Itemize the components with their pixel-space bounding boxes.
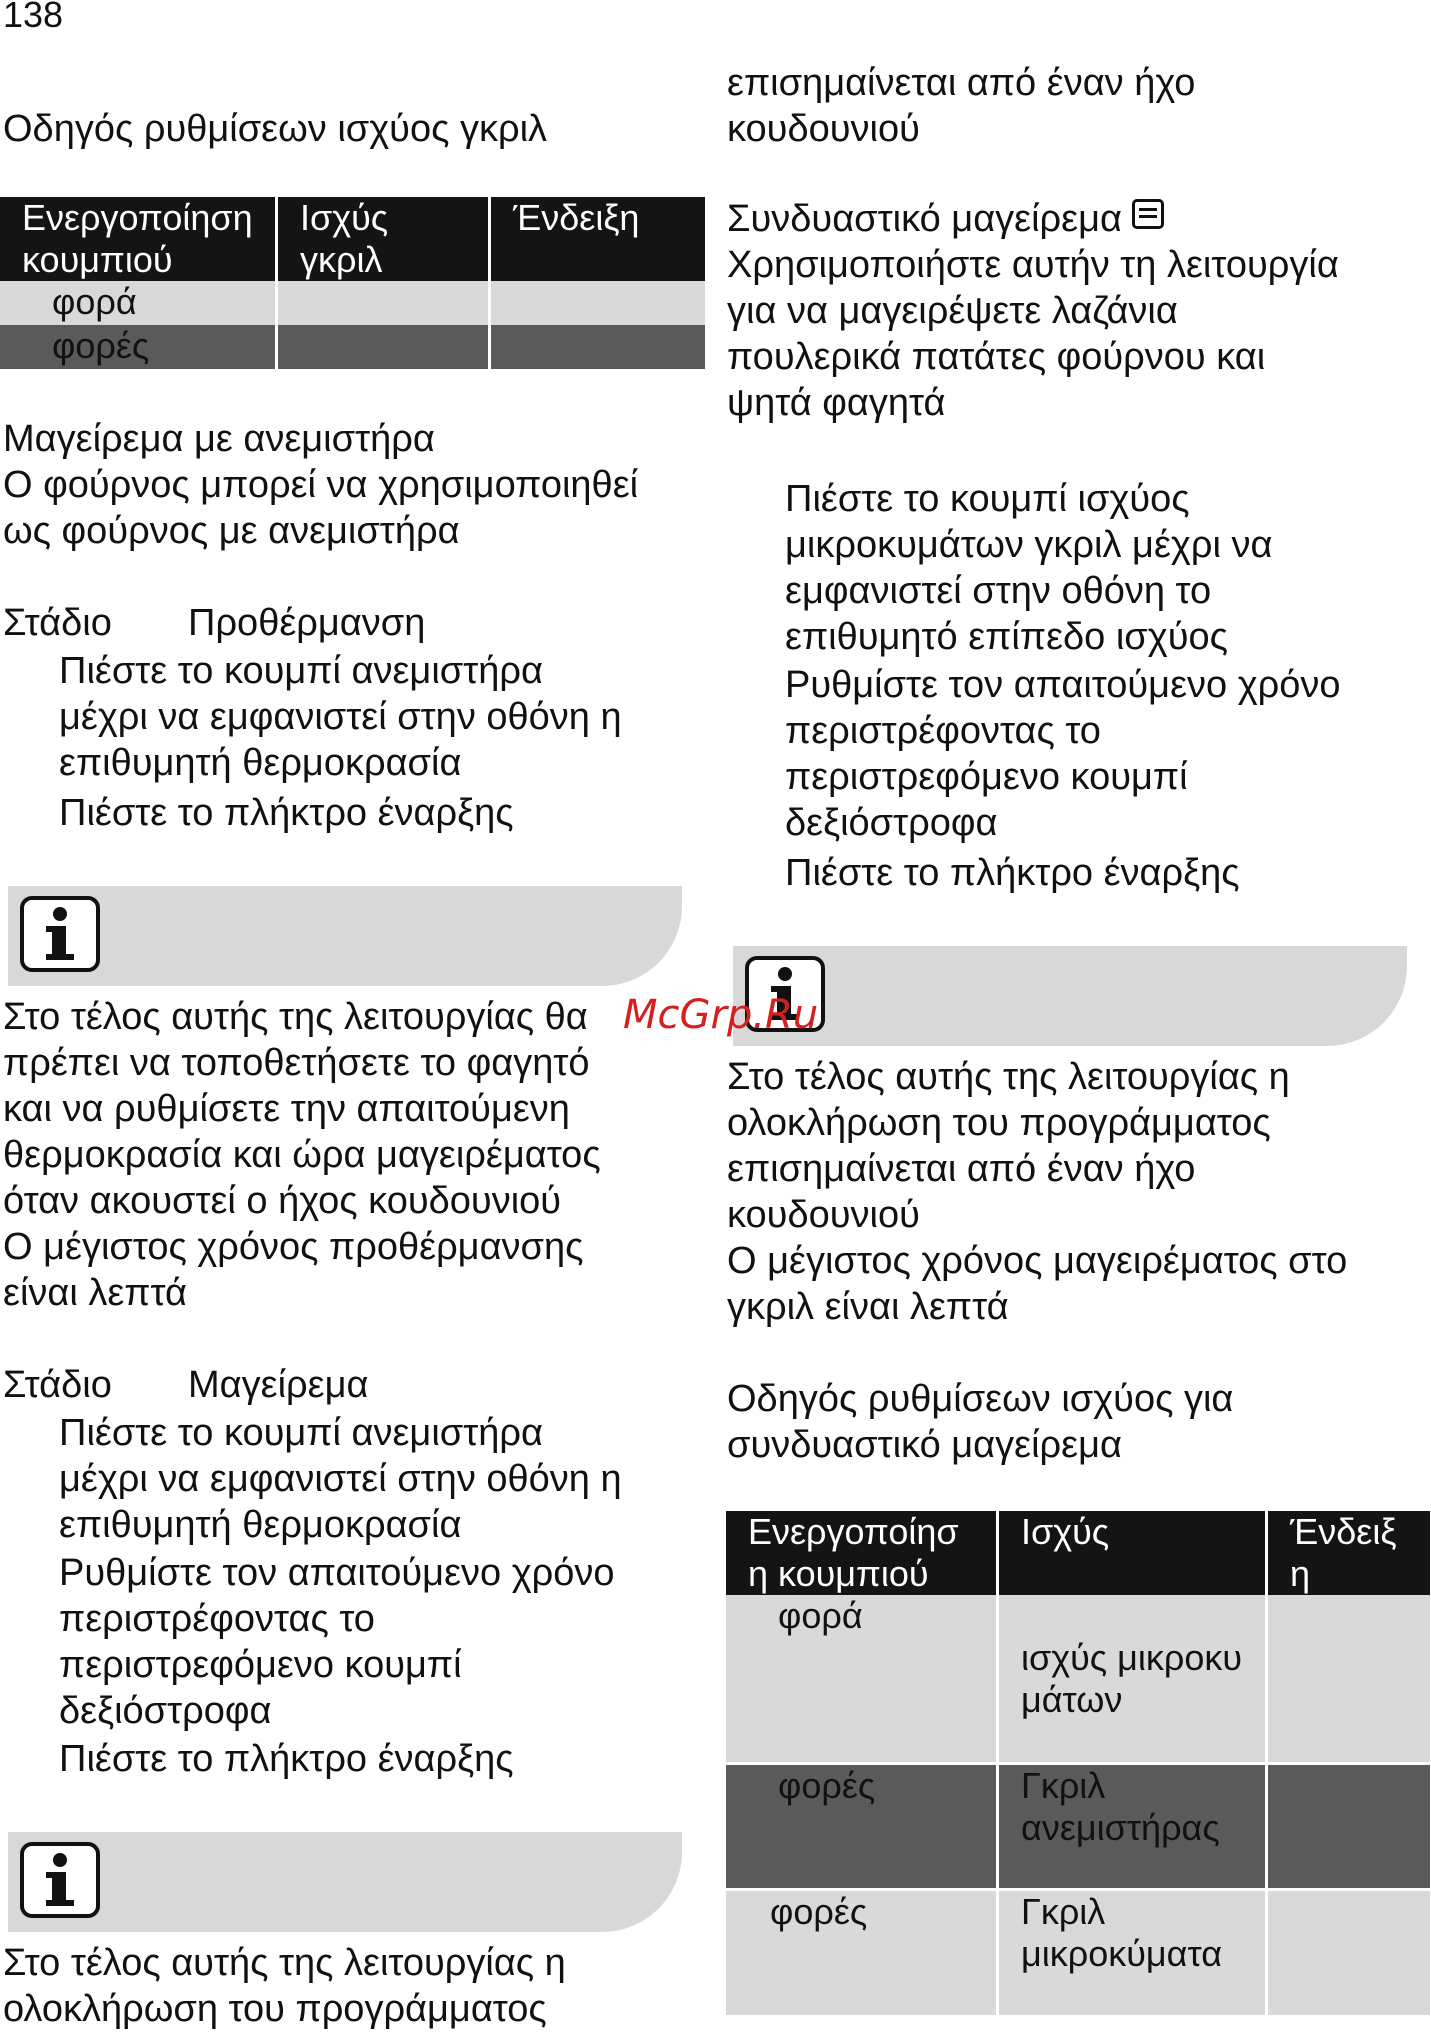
note-line: όταν ακουστεί ο ήχος κουδουνιού xyxy=(3,1180,562,1222)
note-line: Στο τέλος αυτής της λειτουργίας θα xyxy=(3,996,588,1038)
step-line: περιστρέφοντας το xyxy=(785,710,1101,752)
table-header-cell: Ισχύς xyxy=(998,1511,1267,1595)
step-line: περιστρεφόμενο κουμπί xyxy=(59,1644,462,1686)
info-banner xyxy=(733,946,1407,1046)
note-line: Στο τέλος αυτής της λειτουργίας η xyxy=(727,1056,1290,1098)
step-line: Ρυθμίστε τον απαιτούμενο χρόνο xyxy=(785,664,1341,706)
step-line: δεξιόστροφα xyxy=(59,1690,272,1732)
note-line: και να ρυθμίσετε την απαιτούμενη xyxy=(3,1088,570,1130)
combo-intro-line: για να μαγειρέψετε λαζάνια xyxy=(727,290,1178,332)
table-header-cell: Ενεργοποίηση κουμπιού xyxy=(0,197,277,281)
table-row xyxy=(726,1595,1430,1763)
combo-table-title: συνδυαστικό μαγείρεμα xyxy=(727,1424,1122,1466)
info-icon xyxy=(20,896,100,972)
note-line: επισημαίνεται από έναν ήχο xyxy=(727,1148,1196,1190)
grill-power-table xyxy=(0,197,705,369)
table-cell xyxy=(1267,1889,1431,2015)
step-line: περιστρεφόμενο κουμπί xyxy=(785,756,1188,798)
info-banner xyxy=(8,886,682,986)
table-cell: Γκριλ μικροκύματα xyxy=(998,1889,1267,2015)
step-line: Πιέστε το πλήκτρο έναρξης xyxy=(59,1738,514,1780)
step-line: Πιέστε το πλήκτρο έναρξης xyxy=(785,852,1240,894)
combo-intro-line: πουλερικά πατάτες φούρνου και xyxy=(727,336,1266,378)
note-line: πρέπει να τοποθετήσετε το φαγητό xyxy=(3,1042,590,1084)
table-cell: φορά xyxy=(726,1595,998,1763)
note-line: είναι λεπτά xyxy=(3,1272,187,1314)
combo-heading-text: Συνδυαστικό μαγείρεμα xyxy=(727,198,1122,240)
grill-guide-title: Οδηγός ρυθμίσεων ισχύος γκριλ xyxy=(3,108,548,150)
step-line: μέχρι να εμφανιστεί στην οθόνη η xyxy=(59,696,622,738)
table-header-cell: Ένδειξη xyxy=(1267,1511,1431,1595)
table-cell xyxy=(277,325,490,369)
combo-cooking-heading xyxy=(727,196,1164,242)
stage1-label: Στάδιο xyxy=(3,602,112,644)
step-line: εμφανιστεί στην οθόνη το xyxy=(785,570,1212,612)
stage2-name: Μαγείρεμα xyxy=(188,1364,369,1406)
note-line: θερμοκρασία και ώρα μαγειρέματος xyxy=(3,1134,601,1176)
table-cell: φορές xyxy=(0,325,277,369)
watermark: McGrp.Ru xyxy=(623,992,819,1038)
step-line: μέχρι να εμφανιστεί στην οθόνη η xyxy=(59,1458,622,1500)
page-number: 138 xyxy=(3,0,64,35)
fan-intro-line: Ο φούρνος μπορεί να χρησιμοποιηθεί xyxy=(3,464,639,506)
table-cell xyxy=(277,281,490,325)
step-line: Πιέστε το κουμπί ανεμιστήρα xyxy=(59,1412,543,1454)
note-line: Ο μέγιστος χρόνος προθέρμανσης xyxy=(3,1226,584,1268)
combo-intro-line: ψητά φαγητά xyxy=(727,382,946,424)
note-line: ολοκλήρωση του προγράμματος xyxy=(3,1988,547,2030)
table-cell: φορά xyxy=(0,281,277,325)
step-line: περιστρέφοντας το xyxy=(59,1598,375,1640)
table-header-cell: Ένδειξη xyxy=(490,197,706,281)
table-header-row xyxy=(726,1511,1430,1595)
continued-line: επισημαίνεται από έναν ήχο xyxy=(727,62,1196,104)
step-line: δεξιόστροφα xyxy=(785,802,998,844)
step-line: Πιέστε το κουμπί ισχύος xyxy=(785,478,1190,520)
table-cell xyxy=(490,325,706,369)
stage2-label: Στάδιο xyxy=(3,1364,112,1406)
info-icon xyxy=(20,1842,100,1918)
table-row xyxy=(726,1889,1430,2015)
table-cell: Γκριλ ανεμιστήρας xyxy=(998,1763,1267,1889)
step-line: επιθυμητή θερμοκρασία xyxy=(59,742,462,784)
combo-power-table xyxy=(726,1511,1430,2015)
table-header-row xyxy=(0,197,705,281)
table-row xyxy=(0,325,705,369)
note-line: ολοκλήρωση του προγράμματος xyxy=(727,1102,1271,1144)
combo-intro-line: Χρησιμοποιήστε αυτήν τη λειτουργία xyxy=(727,244,1339,286)
fan-cooking-heading: Μαγείρεμα με ανεμιστήρα xyxy=(3,418,435,460)
note-line: Ο μέγιστος χρόνος μαγειρέματος στο xyxy=(727,1240,1348,1282)
note-line: γκριλ είναι λεπτά xyxy=(727,1286,1009,1328)
step-line: επιθυμητό επίπεδο ισχύος xyxy=(785,616,1228,658)
stage1-name: Προθέρμανση xyxy=(188,602,426,644)
table-cell xyxy=(1267,1763,1431,1889)
step-line: Ρυθμίστε τον απαιτούμενο χρόνο xyxy=(59,1552,615,1594)
note-line: Στο τέλος αυτής της λειτουργίας η xyxy=(3,1942,566,1984)
note-line: κουδουνιού xyxy=(727,1194,920,1236)
step-line: Πιέστε το κουμπί ανεμιστήρα xyxy=(59,650,543,692)
combo-cooking-icon xyxy=(1132,199,1164,229)
step-line: επιθυμητή θερμοκρασία xyxy=(59,1504,462,1546)
combo-table-title: Οδηγός ρυθμίσεων ισχύος για xyxy=(727,1378,1234,1420)
table-cell: ισχύς μικροκυμάτων xyxy=(998,1595,1267,1763)
table-cell xyxy=(1267,1595,1431,1763)
step-line: μικροκυμάτων γκριλ μέχρι να xyxy=(785,524,1273,566)
table-cell: φορές xyxy=(726,1889,998,2015)
table-header-cell: Ισχύς γκριλ xyxy=(277,197,490,281)
table-row xyxy=(726,1763,1430,1889)
step-line: Πιέστε το πλήκτρο έναρξης xyxy=(59,792,514,834)
table-header-cell: Ενεργοποίηση κουμπιού xyxy=(726,1511,998,1595)
table-cell: φορές xyxy=(726,1763,998,1889)
table-cell xyxy=(490,281,706,325)
continued-line: κουδουνιού xyxy=(727,108,920,150)
info-banner xyxy=(8,1832,682,1932)
fan-intro-line: ως φούρνος με ανεμιστήρα xyxy=(3,510,460,552)
table-row xyxy=(0,281,705,325)
